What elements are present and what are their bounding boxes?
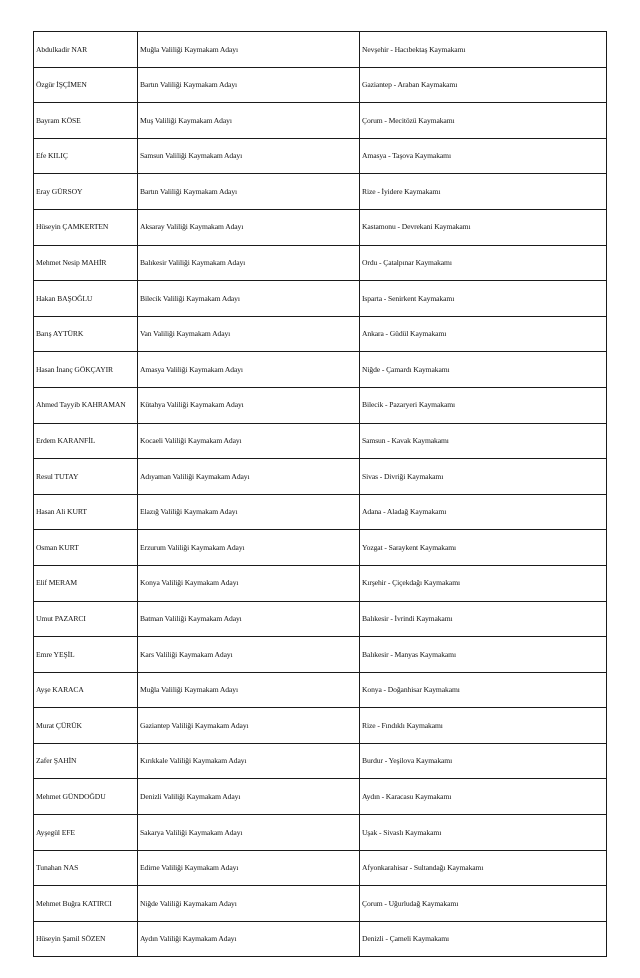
new-assignment-cell: Rize - Fındıklı Kaymakamı [360,708,607,744]
new-assignment-cell: Bilecik - Pazaryeri Kaymakamı [360,387,607,423]
appointment-table-body [34,32,607,957]
table-row [34,601,607,637]
new-assignment-cell: Çorum - Mecitözü Kaymakamı [360,103,607,139]
table-row [34,352,607,388]
table-row [34,209,607,245]
person-name-cell: Tunahan NAS [34,850,138,886]
table-row [34,672,607,708]
table-row [34,708,607,744]
new-assignment-cell: Adana - Aladağ Kaymakamı [360,494,607,530]
current-position-cell: Aksaray Valiliği Kaymakam Adayı [138,209,360,245]
person-name-cell: Ayşe KARACA [34,672,138,708]
new-assignment-cell: Çorum - Uğurludağ Kaymakamı [360,886,607,922]
current-position-cell: Bartın Valiliği Kaymakam Adayı [138,67,360,103]
new-assignment-cell: Afyonkarahisar - Sultandağı Kaymakamı [360,850,607,886]
new-assignment-cell: Yozgat - Saraykent Kaymakamı [360,530,607,566]
person-name-cell: Osman KURT [34,530,138,566]
table-row [34,850,607,886]
table-row [34,779,607,815]
person-name-cell: Mehmet Buğra KATIRCI [34,886,138,922]
current-position-cell: Adıyaman Valiliği Kaymakam Adayı [138,459,360,495]
person-name-cell: Ayşegül EFE [34,815,138,851]
table-row [34,281,607,317]
current-position-cell: Balıkesir Valiliği Kaymakam Adayı [138,245,360,281]
table-row [34,103,607,139]
new-assignment-cell: Samsun - Kavak Kaymakamı [360,423,607,459]
appointment-table [33,31,607,957]
new-assignment-cell: Kırşehir - Çiçekdağı Kaymakamı [360,565,607,601]
new-assignment-cell: Konya - Doğanhisar Kaymakamı [360,672,607,708]
current-position-cell: Van Valiliği Kaymakam Adayı [138,316,360,352]
current-position-cell: Kars Valiliği Kaymakam Adayı [138,637,360,673]
new-assignment-cell: Sivas - Divriği Kaymakamı [360,459,607,495]
current-position-cell: Sakarya Valiliği Kaymakam Adayı [138,815,360,851]
new-assignment-cell: Ordu - Çatalpınar Kaymakamı [360,245,607,281]
new-assignment-cell: Niğde - Çamardı Kaymakamı [360,352,607,388]
new-assignment-cell: Ankara - Güdül Kaymakamı [360,316,607,352]
new-assignment-cell: Denizli - Çameli Kaymakamı [360,921,607,957]
current-position-cell: Erzurum Valiliği Kaymakam Adayı [138,530,360,566]
table-row [34,387,607,423]
table-row [34,316,607,352]
table-row [34,530,607,566]
current-position-cell: Amasya Valiliği Kaymakam Adayı [138,352,360,388]
person-name-cell: Zafer ŞAHİN [34,743,138,779]
person-name-cell: Hasan Ali KURT [34,494,138,530]
table-row [34,637,607,673]
new-assignment-cell: Uşak - Sivaslı Kaymakamı [360,815,607,851]
new-assignment-cell: Balıkesir - İvrindi Kaymakamı [360,601,607,637]
table-row [34,423,607,459]
person-name-cell: Ahmed Tayyib KAHRAMAN [34,387,138,423]
person-name-cell: Bayram KÖSE [34,103,138,139]
table-row [34,174,607,210]
new-assignment-cell: Gaziantep - Araban Kaymakamı [360,67,607,103]
current-position-cell: Samsun Valiliği Kaymakam Adayı [138,138,360,174]
person-name-cell: Abdulkadir NAR [34,32,138,68]
table-row [34,886,607,922]
current-position-cell: Muğla Valiliği Kaymakam Adayı [138,672,360,708]
current-position-cell: Denizli Valiliği Kaymakam Adayı [138,779,360,815]
new-assignment-cell: Amasya - Taşova Kaymakamı [360,138,607,174]
new-assignment-cell: Kastamonu - Devrekani Kaymakamı [360,209,607,245]
new-assignment-cell: Nevşehir - Hacıbektaş Kaymakamı [360,32,607,68]
table-row [34,565,607,601]
new-assignment-cell: Balıkesir - Manyas Kaymakamı [360,637,607,673]
person-name-cell: Resul TUTAY [34,459,138,495]
person-name-cell: Elif MERAM [34,565,138,601]
new-assignment-cell: Rize - İyidere Kaymakamı [360,174,607,210]
table-row [34,245,607,281]
current-position-cell: Niğde Valiliği Kaymakam Adayı [138,886,360,922]
current-position-cell: Muğla Valiliği Kaymakam Adayı [138,32,360,68]
person-name-cell: Hüseyin Şamil SÖZEN [34,921,138,957]
current-position-cell: Bilecik Valiliği Kaymakam Adayı [138,281,360,317]
table-row [34,921,607,957]
table-row [34,494,607,530]
current-position-cell: Aydın Valiliği Kaymakam Adayı [138,921,360,957]
new-assignment-cell: Isparta - Senirkent Kaymakamı [360,281,607,317]
current-position-cell: Konya Valiliği Kaymakam Adayı [138,565,360,601]
person-name-cell: Umut PAZARCI [34,601,138,637]
person-name-cell: Barış AYTÜRK [34,316,138,352]
person-name-cell: Emre YEŞİL [34,637,138,673]
new-assignment-cell: Burdur - Yeşilova Kaymakamı [360,743,607,779]
person-name-cell: Hasan İnanç GÖKÇAYIR [34,352,138,388]
current-position-cell: Elazığ Valiliği Kaymakam Adayı [138,494,360,530]
person-name-cell: Mehmet GÜNDOĞDU [34,779,138,815]
person-name-cell: Murat ÇÜRÜK [34,708,138,744]
person-name-cell: Efe KILIÇ [34,138,138,174]
table-row [34,743,607,779]
table-row [34,32,607,68]
table-row [34,67,607,103]
current-position-cell: Edirne Valiliği Kaymakam Adayı [138,850,360,886]
current-position-cell: Kırıkkale Valiliği Kaymakam Adayı [138,743,360,779]
current-position-cell: Kütahya Valiliği Kaymakam Adayı [138,387,360,423]
person-name-cell: Özgür İŞÇİMEN [34,67,138,103]
person-name-cell: Eray GÜRSOY [34,174,138,210]
person-name-cell: Mehmet Nesip MAHİR [34,245,138,281]
person-name-cell: Hakan BAŞOĞLU [34,281,138,317]
current-position-cell: Kocaeli Valiliği Kaymakam Adayı [138,423,360,459]
person-name-cell: Erdem KARANFİL [34,423,138,459]
table-row [34,138,607,174]
table-row [34,459,607,495]
table-row [34,815,607,851]
person-name-cell: Hüseyin ÇAMKERTEN [34,209,138,245]
current-position-cell: Batman Valiliği Kaymakam Adayı [138,601,360,637]
new-assignment-cell: Aydın - Karacasu Kaymakamı [360,779,607,815]
current-position-cell: Muş Valiliği Kaymakam Adayı [138,103,360,139]
current-position-cell: Bartın Valiliği Kaymakam Adayı [138,174,360,210]
current-position-cell: Gaziantep Valiliği Kaymakam Adayı [138,708,360,744]
